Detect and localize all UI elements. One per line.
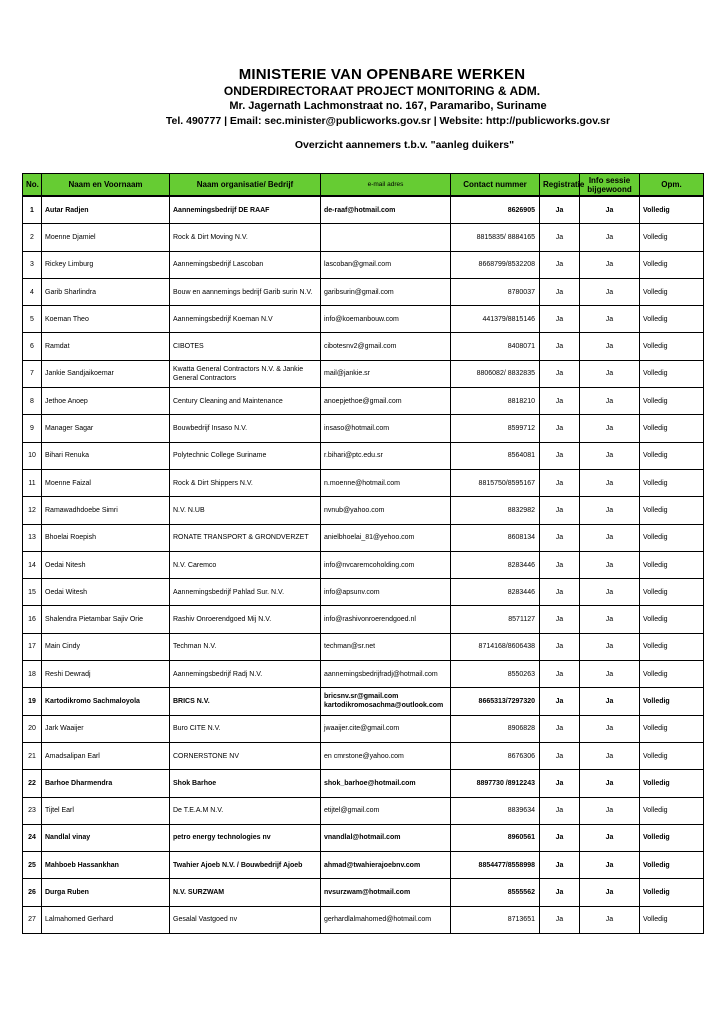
address-line: Mr. Jagernath Lachmonstraat no. 167, Paramaribo, Suriname bbox=[229, 100, 547, 112]
cell-no: 6 bbox=[23, 333, 42, 360]
cell-org: Aannemingsbedrijf Pahlad Sur. N.V. bbox=[170, 579, 321, 606]
table-body bbox=[23, 196, 704, 934]
cell-email: anoepjethoe@gmail.com bbox=[321, 388, 451, 415]
cell-contact: 8839634 bbox=[451, 797, 540, 824]
cell-opm: Volledig bbox=[640, 879, 704, 906]
cell-opm: Volledig bbox=[640, 715, 704, 742]
cell-info-sessie: Ja bbox=[580, 278, 640, 305]
table-row bbox=[23, 770, 704, 797]
cell-contact: 8897730 /8912243 bbox=[451, 770, 540, 797]
cell-no: 13 bbox=[23, 524, 42, 551]
cell-name: Jark Waaijer bbox=[42, 715, 170, 742]
cell-name: Main Cindy bbox=[42, 633, 170, 660]
cell-org: BRICS N.V. bbox=[170, 688, 321, 715]
table-row bbox=[23, 633, 704, 660]
cell-registratie: Ja bbox=[540, 333, 580, 360]
cell-info-sessie: Ja bbox=[580, 797, 640, 824]
cell-registratie: Ja bbox=[540, 469, 580, 496]
cell-registratie: Ja bbox=[540, 306, 580, 333]
cell-no: 16 bbox=[23, 606, 42, 633]
cell-org: Shok Barhoe bbox=[170, 770, 321, 797]
cell-no: 17 bbox=[23, 633, 42, 660]
cell-contact: 8665313/7297320 bbox=[451, 688, 540, 715]
cell-info-sessie: Ja bbox=[580, 852, 640, 879]
cell-email: en cmrstone@yahoo.com bbox=[321, 742, 451, 769]
cell-opm: Volledig bbox=[640, 824, 704, 851]
cell-contact: 8571127 bbox=[451, 606, 540, 633]
cell-email: mail@jankie.sr bbox=[321, 360, 451, 387]
cell-contact: 8818210 bbox=[451, 388, 540, 415]
cell-registratie: Ja bbox=[540, 797, 580, 824]
cell-opm: Volledig bbox=[640, 852, 704, 879]
cell-registratie: Ja bbox=[540, 579, 580, 606]
cell-contact: 8283446 bbox=[451, 551, 540, 578]
cell-email: info@nvcaremcoholding.com bbox=[321, 551, 451, 578]
col-header-opm: Opm. bbox=[640, 174, 704, 197]
cell-org: Bouw en aannemings bedrijf Garib surin N.V. bbox=[170, 278, 321, 305]
cell-info-sessie: Ja bbox=[580, 633, 640, 660]
cell-no: 24 bbox=[23, 824, 42, 851]
cell-org: Aannemingsbedrijf Koeman N.V bbox=[170, 306, 321, 333]
cell-info-sessie: Ja bbox=[580, 715, 640, 742]
cell-no: 15 bbox=[23, 579, 42, 606]
cell-email: ahmad@twahierajoebnv.com bbox=[321, 852, 451, 879]
cell-registratie: Ja bbox=[540, 824, 580, 851]
cell-email: de-raaf@hotmail.com bbox=[321, 196, 451, 224]
cell-email: r.bihari@ptc.edu.sr bbox=[321, 442, 451, 469]
cell-registratie: Ja bbox=[540, 388, 580, 415]
table-row bbox=[23, 524, 704, 551]
cell-contact: 8832982 bbox=[451, 497, 540, 524]
cell-org: RONATE TRANSPORT & GRONDVERZET bbox=[170, 524, 321, 551]
cell-contact: 8906828 bbox=[451, 715, 540, 742]
cell-info-sessie: Ja bbox=[580, 469, 640, 496]
cell-opm: Volledig bbox=[640, 224, 704, 251]
cell-registratie: Ja bbox=[540, 770, 580, 797]
cell-no: 22 bbox=[23, 770, 42, 797]
cell-info-sessie: Ja bbox=[580, 688, 640, 715]
cell-org: Century Cleaning and Maintenance bbox=[170, 388, 321, 415]
cell-name: Jankie Sandjaikoemar bbox=[42, 360, 170, 387]
cell-opm: Volledig bbox=[640, 770, 704, 797]
cell-no: 23 bbox=[23, 797, 42, 824]
cell-contact: 8608134 bbox=[451, 524, 540, 551]
cell-org: Techman N.V. bbox=[170, 633, 321, 660]
cell-name: Garib Sharlindra bbox=[42, 278, 170, 305]
cell-info-sessie: Ja bbox=[580, 879, 640, 906]
table-row bbox=[23, 388, 704, 415]
cell-contact: 8283446 bbox=[451, 579, 540, 606]
cell-email: shok_barhoe@hotmail.com bbox=[321, 770, 451, 797]
col-header-contact: Contact nummer bbox=[451, 174, 540, 197]
cell-opm: Volledig bbox=[640, 497, 704, 524]
cell-email: info@apsunv.com bbox=[321, 579, 451, 606]
cell-no: 3 bbox=[23, 251, 42, 278]
cell-registratie: Ja bbox=[540, 415, 580, 442]
cell-no: 4 bbox=[23, 278, 42, 305]
cell-email: anielbhoelai_81@yehoo.com bbox=[321, 524, 451, 551]
cell-no: 10 bbox=[23, 442, 42, 469]
cell-org: Rashiv Onroerendgoed Mij N.V. bbox=[170, 606, 321, 633]
cell-registratie: Ja bbox=[540, 688, 580, 715]
cell-name: Rickey Limburg bbox=[42, 251, 170, 278]
document-header bbox=[0, 66, 724, 152]
cell-contact: 8564081 bbox=[451, 442, 540, 469]
cell-info-sessie: Ja bbox=[580, 333, 640, 360]
cell-contact: 8599712 bbox=[451, 415, 540, 442]
cell-email bbox=[321, 224, 451, 251]
cell-registratie: Ja bbox=[540, 196, 580, 224]
cell-no: 27 bbox=[23, 906, 42, 933]
cell-name: Oedai Nitesh bbox=[42, 551, 170, 578]
cell-no: 14 bbox=[23, 551, 42, 578]
cell-name: Nandlal vinay bbox=[42, 824, 170, 851]
table-row bbox=[23, 251, 704, 278]
cell-contact: 8854477/8558998 bbox=[451, 852, 540, 879]
cell-name: Bhoelai Roepish bbox=[42, 524, 170, 551]
cell-org: N.V. N.UB bbox=[170, 497, 321, 524]
cell-registratie: Ja bbox=[540, 661, 580, 688]
cell-org: Gesalal Vastgoed nv bbox=[170, 906, 321, 933]
table-row bbox=[23, 606, 704, 633]
cell-no: 18 bbox=[23, 661, 42, 688]
cell-contact: 8713651 bbox=[451, 906, 540, 933]
cell-org: Bouwbedrijf Insaso N.V. bbox=[170, 415, 321, 442]
cell-email: info@rashivonroerendgoed.nl bbox=[321, 606, 451, 633]
cell-name: Mahboeb Hassankhan bbox=[42, 852, 170, 879]
cell-email: n.moenne@hotmail.com bbox=[321, 469, 451, 496]
cell-registratie: Ja bbox=[540, 524, 580, 551]
cell-opm: Volledig bbox=[640, 306, 704, 333]
cell-org: Aannemingsbedrijf Radj N.V. bbox=[170, 661, 321, 688]
cell-org: Aannemingsbedrijf DE RAAF bbox=[170, 196, 321, 224]
cell-email: jwaaijer.cite@gmail.com bbox=[321, 715, 451, 742]
cell-email: bricsnv.sr@gmail.com kartodikromosachma@outlook.com bbox=[321, 688, 451, 715]
cell-opm: Volledig bbox=[640, 333, 704, 360]
cell-info-sessie: Ja bbox=[580, 742, 640, 769]
cell-no: 20 bbox=[23, 715, 42, 742]
table-row bbox=[23, 715, 704, 742]
ministry-title: MINISTERIE VAN OPENBARE WERKEN bbox=[238, 66, 526, 83]
cell-opm: Volledig bbox=[640, 633, 704, 660]
cell-contact: 8806082/ 8832835 bbox=[451, 360, 540, 387]
cell-info-sessie: Ja bbox=[580, 251, 640, 278]
col-header-email: e-mail adres bbox=[321, 174, 451, 197]
cell-opm: Volledig bbox=[640, 251, 704, 278]
cell-registratie: Ja bbox=[540, 497, 580, 524]
cell-opm: Volledig bbox=[640, 415, 704, 442]
table-row bbox=[23, 415, 704, 442]
cell-info-sessie: Ja bbox=[580, 551, 640, 578]
cell-name: Manager Sagar bbox=[42, 415, 170, 442]
cell-contact: 8676306 bbox=[451, 742, 540, 769]
cell-info-sessie: Ja bbox=[580, 360, 640, 387]
overview-title: Overzicht aannemers t.b.v. "aanleg duikers" bbox=[294, 139, 515, 151]
table-row bbox=[23, 442, 704, 469]
cell-registratie: Ja bbox=[540, 360, 580, 387]
cell-opm: Volledig bbox=[640, 469, 704, 496]
cell-no: 5 bbox=[23, 306, 42, 333]
cell-info-sessie: Ja bbox=[580, 196, 640, 224]
cell-no: 2 bbox=[23, 224, 42, 251]
table-row bbox=[23, 196, 704, 224]
contact-line: Tel. 490777 | Email: sec.minister@publicworks.gov.sr | Website: http://publicworks.gov.sr bbox=[165, 115, 611, 127]
cell-info-sessie: Ja bbox=[580, 224, 640, 251]
cell-info-sessie: Ja bbox=[580, 770, 640, 797]
cell-contact: 8550263 bbox=[451, 661, 540, 688]
cell-name: Ramdat bbox=[42, 333, 170, 360]
cell-opm: Volledig bbox=[640, 442, 704, 469]
cell-email: techman@sr.net bbox=[321, 633, 451, 660]
cell-opm: Volledig bbox=[640, 388, 704, 415]
cell-name: Kartodikromo Sachmaloyola bbox=[42, 688, 170, 715]
col-header-org: Naam organisatie/ Bedrijf bbox=[170, 174, 321, 197]
cell-email: vnandlal@hotmail.com bbox=[321, 824, 451, 851]
cell-no: 12 bbox=[23, 497, 42, 524]
cell-registratie: Ja bbox=[540, 224, 580, 251]
cell-email: garibsurin@gmail.com bbox=[321, 278, 451, 305]
cell-contact: 8668799/8532208 bbox=[451, 251, 540, 278]
cell-opm: Volledig bbox=[640, 524, 704, 551]
cell-no: 9 bbox=[23, 415, 42, 442]
cell-org: Polytechnic College Suriname bbox=[170, 442, 321, 469]
cell-info-sessie: Ja bbox=[580, 906, 640, 933]
cell-opm: Volledig bbox=[640, 278, 704, 305]
cell-contact: 8714168/8606438 bbox=[451, 633, 540, 660]
cell-no: 7 bbox=[23, 360, 42, 387]
table-row bbox=[23, 306, 704, 333]
table-row bbox=[23, 879, 704, 906]
cell-opm: Volledig bbox=[640, 360, 704, 387]
cell-name: Moenne Djamiel bbox=[42, 224, 170, 251]
cell-org: N.V. SURZWAM bbox=[170, 879, 321, 906]
cell-org: Kwatta General Contractors N.V. & Jankie General Contractors bbox=[170, 360, 321, 387]
col-header-info-sessie: Info sessie bijgewoond bbox=[580, 174, 640, 197]
cell-org: CIBOTES bbox=[170, 333, 321, 360]
cell-contact: 8780037 bbox=[451, 278, 540, 305]
table-row bbox=[23, 360, 704, 387]
table-header-row bbox=[23, 174, 704, 197]
cell-org: N.V. Caremco bbox=[170, 551, 321, 578]
cell-org: petro energy technologies nv bbox=[170, 824, 321, 851]
cell-org: Rock & Dirt Shippers N.V. bbox=[170, 469, 321, 496]
cell-name: Jethoe Anoep bbox=[42, 388, 170, 415]
cell-registratie: Ja bbox=[540, 606, 580, 633]
cell-opm: Volledig bbox=[640, 551, 704, 578]
cell-email: info@koemanbouw.com bbox=[321, 306, 451, 333]
cell-registratie: Ja bbox=[540, 442, 580, 469]
table-row bbox=[23, 906, 704, 933]
cell-email: nvsurzwam@hotmail.com bbox=[321, 879, 451, 906]
table-row bbox=[23, 797, 704, 824]
cell-email: insaso@hotmail.com bbox=[321, 415, 451, 442]
cell-org: De T.E.A.M N.V. bbox=[170, 797, 321, 824]
cell-name: Oedai Witesh bbox=[42, 579, 170, 606]
table-row bbox=[23, 688, 704, 715]
cell-no: 19 bbox=[23, 688, 42, 715]
cell-no: 26 bbox=[23, 879, 42, 906]
cell-registratie: Ja bbox=[540, 742, 580, 769]
table-row bbox=[23, 579, 704, 606]
cell-name: Amadsalipan Earl bbox=[42, 742, 170, 769]
table-row bbox=[23, 333, 704, 360]
cell-org: CORNERSTONE NV bbox=[170, 742, 321, 769]
cell-info-sessie: Ja bbox=[580, 306, 640, 333]
cell-opm: Volledig bbox=[640, 742, 704, 769]
cell-email: aannemingsbedrijfradj@hotmail.com bbox=[321, 661, 451, 688]
cell-name: Koeman Theo bbox=[42, 306, 170, 333]
cell-no: 8 bbox=[23, 388, 42, 415]
cell-opm: Volledig bbox=[640, 661, 704, 688]
cell-email: nvnub@yahoo.com bbox=[321, 497, 451, 524]
cell-info-sessie: Ja bbox=[580, 579, 640, 606]
cell-info-sessie: Ja bbox=[580, 415, 640, 442]
cell-info-sessie: Ja bbox=[580, 661, 640, 688]
cell-registratie: Ja bbox=[540, 852, 580, 879]
cell-name: Barhoe Dharmendra bbox=[42, 770, 170, 797]
cell-opm: Volledig bbox=[640, 797, 704, 824]
cell-opm: Volledig bbox=[640, 196, 704, 224]
cell-opm: Volledig bbox=[640, 606, 704, 633]
cell-name: Shalendra Pietambar Sajiv Orie bbox=[42, 606, 170, 633]
table-row bbox=[23, 224, 704, 251]
table-row bbox=[23, 551, 704, 578]
cell-org: Twahier Ajoeb N.V. / Bouwbedrijf Ajoeb bbox=[170, 852, 321, 879]
cell-info-sessie: Ja bbox=[580, 388, 640, 415]
table-row bbox=[23, 497, 704, 524]
cell-no: 25 bbox=[23, 852, 42, 879]
cell-email: gerhardlalmahomed@hotmail.com bbox=[321, 906, 451, 933]
cell-registratie: Ja bbox=[540, 715, 580, 742]
cell-registratie: Ja bbox=[540, 906, 580, 933]
department-subtitle: ONDERDIRECTORAAT PROJECT MONITORING & ADM. bbox=[223, 84, 541, 98]
contractors-table bbox=[22, 173, 704, 934]
cell-name: Bihari Renuka bbox=[42, 442, 170, 469]
cell-no: 21 bbox=[23, 742, 42, 769]
cell-contact: 8626905 bbox=[451, 196, 540, 224]
table-row bbox=[23, 469, 704, 496]
cell-registratie: Ja bbox=[540, 879, 580, 906]
cell-contact: 8960561 bbox=[451, 824, 540, 851]
table-row bbox=[23, 852, 704, 879]
cell-name: Lalmahomed Gerhard bbox=[42, 906, 170, 933]
cell-email: lascoban@gmail.com bbox=[321, 251, 451, 278]
cell-email: etijtel@gmail.com bbox=[321, 797, 451, 824]
table-row bbox=[23, 278, 704, 305]
cell-opm: Volledig bbox=[640, 688, 704, 715]
cell-contact: 8408071 bbox=[451, 333, 540, 360]
cell-name: Ramawadhdoebe Simri bbox=[42, 497, 170, 524]
cell-contact: 441379/8815146 bbox=[451, 306, 540, 333]
cell-info-sessie: Ja bbox=[580, 442, 640, 469]
cell-org: Aannemingsbedrijf Lascoban bbox=[170, 251, 321, 278]
cell-opm: Volledig bbox=[640, 906, 704, 933]
col-header-registratie: Registratie bbox=[540, 174, 580, 197]
cell-info-sessie: Ja bbox=[580, 497, 640, 524]
cell-name: Moenne Faizal bbox=[42, 469, 170, 496]
table-row bbox=[23, 824, 704, 851]
cell-registratie: Ja bbox=[540, 251, 580, 278]
cell-info-sessie: Ja bbox=[580, 524, 640, 551]
cell-registratie: Ja bbox=[540, 551, 580, 578]
cell-name: Durga Ruben bbox=[42, 879, 170, 906]
cell-name: Tijtel Earl bbox=[42, 797, 170, 824]
cell-no: 11 bbox=[23, 469, 42, 496]
cell-info-sessie: Ja bbox=[580, 824, 640, 851]
cell-email: cibotesnv2@gmail.com bbox=[321, 333, 451, 360]
cell-registratie: Ja bbox=[540, 633, 580, 660]
cell-no: 1 bbox=[23, 196, 42, 224]
cell-name: Autar Radjen bbox=[42, 196, 170, 224]
table-row bbox=[23, 661, 704, 688]
col-header-name: Naam en Voornaam bbox=[42, 174, 170, 197]
cell-registratie: Ja bbox=[540, 278, 580, 305]
cell-org: Buro CITE N.V. bbox=[170, 715, 321, 742]
cell-org: Rock & Dirt Moving N.V. bbox=[170, 224, 321, 251]
cell-contact: 8815835/ 8884165 bbox=[451, 224, 540, 251]
cell-info-sessie: Ja bbox=[580, 606, 640, 633]
cell-opm: Volledig bbox=[640, 579, 704, 606]
table-row bbox=[23, 742, 704, 769]
cell-contact: 8815750/8595167 bbox=[451, 469, 540, 496]
cell-contact: 8555562 bbox=[451, 879, 540, 906]
cell-name: Reshi Dewradj bbox=[42, 661, 170, 688]
col-header-no: No. bbox=[23, 174, 42, 197]
